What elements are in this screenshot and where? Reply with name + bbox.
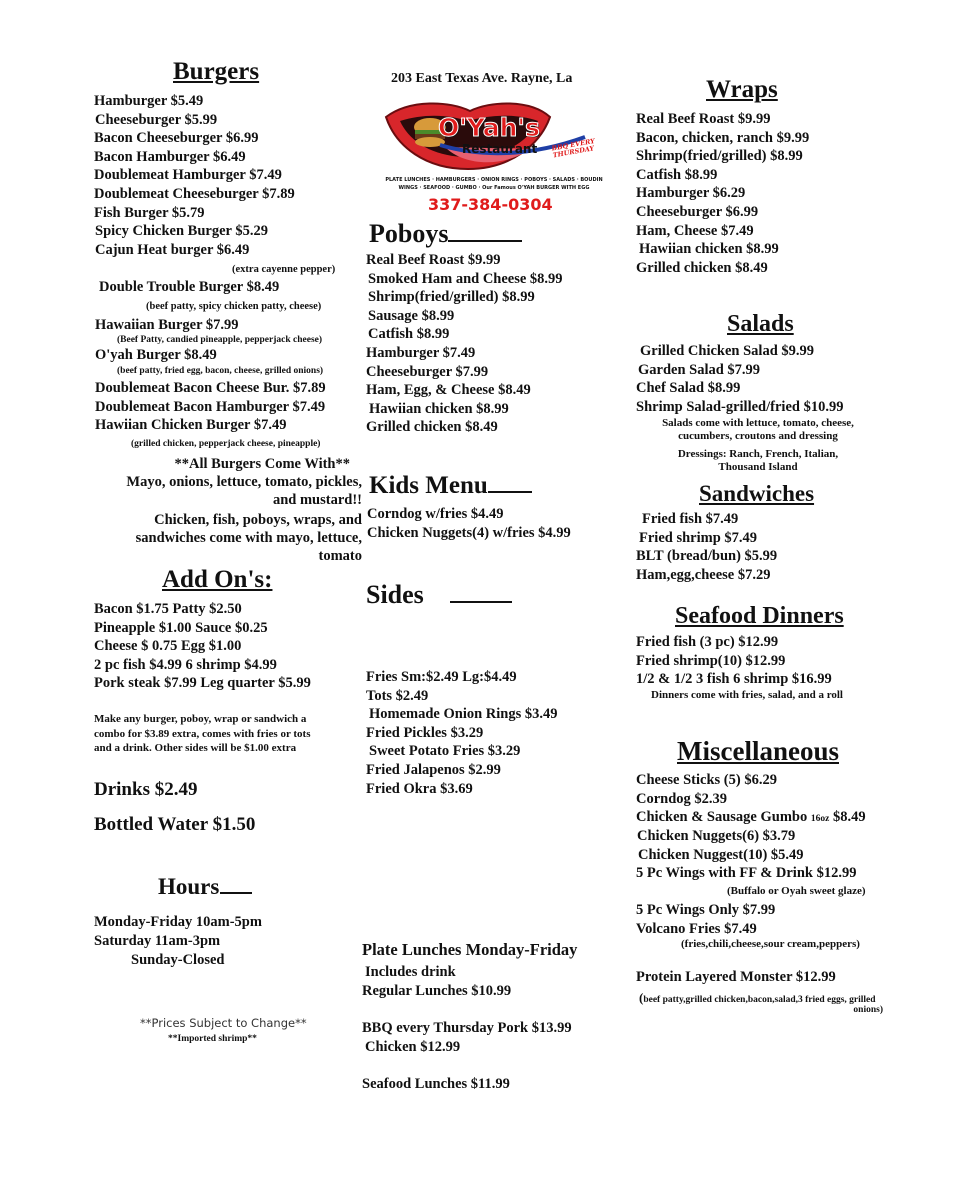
menu-item: Chef Salad $8.99 (636, 380, 741, 397)
addons-list (94, 600, 311, 693)
title-underline (448, 239, 522, 242)
menu-item: Hamburger $6.29 (636, 185, 746, 202)
poboys-title (369, 219, 522, 249)
menu-item: Doublemeat Bacon Hamburger $7.49 (95, 398, 326, 415)
monster-note-line: beef patty,grilled chicken,bacon,salad,3 fried eggs, grilled (643, 995, 876, 1005)
menu-item: Shrimp Salad-grilled/fried $10.99 (636, 398, 844, 415)
menu-item: Chicken Nuggets(6) $3.79 (637, 828, 796, 844)
dressings-line: Thousand Island (718, 461, 798, 473)
menu-item: Hawaiian Burger $7.99 (95, 317, 239, 333)
menu-item: Doublemeat Cheeseburger $7.89 (94, 185, 295, 202)
poboys-title-text: Poboys (369, 219, 449, 248)
sandwiches-list (636, 510, 777, 584)
misc-list-2 (636, 827, 856, 883)
plate-drink: Includes drink (365, 964, 456, 980)
hours-title (158, 874, 252, 900)
menu-item: Ham, Cheese $7.49 (636, 222, 754, 239)
menu-item: Tots $2.49 (366, 687, 429, 704)
menu-item: Fries Sm:$2.49 Lg:$4.49 (366, 669, 517, 685)
menu-item: 1/2 & 1/2 3 fish 6 shrimp $16.99 (636, 671, 832, 688)
menu-item: Catfish $8.99 (636, 166, 718, 183)
combo-line: and a drink. Other sides will be $1.00 extra (94, 742, 297, 754)
come-with-heading (90, 455, 362, 474)
salads-note-line: cucumbers, croutons and dressing (678, 430, 838, 442)
menu-item: Chicken Nuggets(4) w/fries $4.99 (367, 524, 571, 541)
salads-note-line: Salads come with lettuce, tomato, cheese, (662, 417, 854, 429)
water-price: Bottled Water $1.50 (94, 814, 256, 835)
misc-list (636, 771, 777, 808)
seafood-title: Seafood Dinners (675, 603, 844, 629)
sides-list (366, 668, 558, 798)
misc-title: Miscellaneous (677, 736, 839, 766)
menu-item: Real Beef Roast $9.99 (636, 111, 771, 127)
come-with-line: tomato (318, 548, 362, 564)
logo-bbq: BBQ EVERY THURSDAY (551, 137, 596, 160)
plate-lunches-title: Plate Lunches Monday-Friday (362, 940, 578, 959)
menu-item: Grilled chicken $8.49 (366, 419, 498, 436)
seafood-note: Dinners come with fries, salad, and a roll (651, 689, 843, 701)
menu-item: Fried fish $7.49 (642, 511, 739, 527)
menu-item: Hawiian chicken $8.99 (369, 400, 509, 417)
menu-item: 5 Pc Wings Only $7.99 (636, 902, 776, 918)
menu-item: Fried fish (3 pc) $12.99 (636, 634, 779, 650)
menu-item: Pineapple $1.00 Sauce $0.25 (94, 619, 268, 636)
come-with-line: sandwiches come with mayo, lettuce, (135, 530, 362, 546)
menu-item: Spicy Chicken Burger $5.29 (95, 223, 268, 240)
burgers-title: Burgers (173, 58, 260, 85)
sides-title (366, 580, 512, 610)
menu-item: Doublemeat Bacon Cheese Bur. $7.89 (95, 380, 326, 396)
combo-line: combo for $3.89 extra, comes with fries or tots (94, 727, 311, 740)
menu-item: Chicken Nuggest(10) $5.49 (638, 846, 804, 863)
menu-item: Sweet Potato Fries $3.29 (369, 743, 521, 760)
menu-item: Hamburger $7.49 (366, 344, 476, 361)
address: 203 East Texas Ave. Rayne, La (391, 71, 573, 86)
monster-note: (beef patty,grilled chicken,bacon,salad,3 fried eggs, grilled (639, 990, 876, 1005)
wraps-list (636, 110, 809, 277)
addons-title: Add On's: (162, 566, 273, 593)
hours-sunday: Sunday-Closed (131, 952, 225, 968)
menu-item: Fried Okra $3.69 (366, 780, 473, 797)
wraps-title: Wraps (706, 76, 778, 103)
menu-item: O'yah Burger $8.49 (95, 347, 217, 363)
gumbo-size: 16oz (810, 814, 830, 824)
dressings-line: Dressings: Ranch, French, Italian, (677, 448, 839, 460)
menu-item: Sausage $8.99 (368, 307, 455, 324)
restaurant-logo (380, 97, 608, 219)
menu-item: 5 Pc Wings with FF & Drink $12.99 (636, 865, 857, 882)
shrimp-note: **Imported shrimp** (168, 1034, 257, 1044)
menu-item: Volcano Fries $7.49 (636, 920, 757, 937)
menu-item: Cheese $ 0.75 Egg $1.00 (94, 638, 242, 655)
come-with-line: Chicken, fish, poboys, wraps, and (154, 512, 362, 528)
logo-tagline: WINGS · SEAFOOD · GUMBO · Our Famous O'YAH BURGER WITH EGG (398, 185, 590, 191)
kids-title (369, 472, 532, 500)
plate-chicken: Chicken $12.99 (365, 1039, 461, 1055)
menu-item: Corndog w/fries $4.49 (367, 506, 504, 522)
menu-item: BLT (bread/bun) $5.99 (636, 548, 778, 565)
come-with-line: Mayo, onions, lettuce, tomato, pickles, (126, 474, 362, 490)
misc-list-3 (636, 901, 775, 938)
sandwiches-title: Sandwiches (699, 481, 815, 506)
come-with-line: **All Burgers Come With** (174, 456, 350, 472)
volcano-note: (fries,chili,cheese,sour cream,peppers) (681, 938, 860, 950)
hawiian-chicken-note: (grilled chicken, pepperjack cheese, pineapple) (131, 439, 321, 449)
seafood-list (636, 633, 832, 689)
menu-item: Bacon Cheeseburger $6.99 (94, 130, 259, 147)
menu-item: Grilled chicken $8.49 (636, 259, 768, 276)
menu-item: Ham, Egg, & Cheese $8.49 (366, 382, 531, 399)
come-with-line: and mustard!! (272, 492, 362, 508)
plate-regular: Regular Lunches $10.99 (362, 983, 512, 999)
hours-weekday: Monday-Friday 10am-5pm (94, 914, 262, 930)
combo-note (94, 712, 310, 756)
menu-item (636, 808, 866, 829)
menu-item: Ham,egg,cheese $7.29 (636, 566, 771, 583)
drinks-price: Drinks $2.49 (94, 779, 198, 800)
poboys-list (366, 251, 563, 437)
logo-subtitle: Restaurant (462, 142, 538, 156)
logo-name: O'Yah's (438, 113, 540, 142)
kids-list (367, 505, 571, 542)
menu-item: Garden Salad $7.99 (638, 361, 761, 378)
gumbo-price: $8.49 (829, 809, 866, 825)
logo-tagline: PLATE LUNCHES · HAMBURGERS · ONION RINGS · POBOYS · SALADS · BOUDIN (385, 177, 603, 183)
title-underline (450, 600, 512, 603)
menu-item: Bacon Hamburger $6.49 (94, 148, 246, 165)
menu-item: Smoked Ham and Cheese $8.99 (368, 270, 563, 287)
menu-item: Catfish $8.99 (368, 326, 450, 343)
title-underline (488, 490, 532, 493)
menu-item: Cheeseburger $7.99 (366, 363, 489, 380)
salads-note (636, 417, 880, 474)
menu-item: Protein Layered Monster $12.99 (636, 969, 836, 985)
menu-item: Shrimp(fried/grilled) $8.99 (636, 148, 803, 165)
plate-bbq: BBQ every Thursday Pork $13.99 (362, 1020, 572, 1036)
menu-item: Cheese Sticks (5) $6.29 (636, 772, 777, 788)
menu-item: Fried Jalapenos $2.99 (366, 761, 501, 778)
wings-note: (Buffalo or Oyah sweet glaze) (727, 885, 866, 897)
menu-item: Double Trouble Burger $8.49 (99, 279, 280, 295)
menu-item: Corndog $2.39 (636, 790, 728, 807)
menu-item: Bacon, chicken, ranch $9.99 (636, 129, 810, 146)
salads-list (636, 342, 843, 416)
menu-item: Grilled Chicken Salad $9.99 (640, 343, 815, 359)
menu-item: Cheeseburger $6.99 (636, 203, 759, 220)
combo-line: Make any burger, poboy, wrap or sandwich a (94, 713, 307, 725)
prices-note: **Prices Subject to Change** (140, 1016, 307, 1030)
gumbo-label: Chicken & Sausage Gumbo (636, 809, 811, 825)
plate-seafood: Seafood Lunches $11.99 (362, 1076, 510, 1092)
burgers-list (94, 92, 295, 259)
menu-item: Homemade Onion Rings $3.49 (369, 706, 558, 723)
oyah-note: (beef patty, fried egg, bacon, cheese, grilled onions) (117, 366, 324, 376)
menu-item: Bacon $1.75 Patty $2.50 (94, 601, 242, 617)
menu-item: Real Beef Roast $9.99 (366, 252, 501, 268)
menu-item: Fish Burger $5.79 (94, 204, 205, 221)
hawaiian-note: (Beef Patty, candied pineapple, pepperjack cheese) (117, 335, 323, 345)
menu-item: Hawiian chicken $8.99 (639, 241, 779, 258)
sides-title-text: Sides (366, 580, 424, 609)
double-trouble-note: (beef patty, spicy chicken patty, cheese) (146, 301, 322, 312)
menu-item: Hawiian Chicken Burger $7.49 (95, 417, 287, 434)
hours-saturday: Saturday 11am-3pm (94, 933, 221, 949)
title-underline (220, 891, 252, 894)
menu-item: Fried shrimp $7.49 (639, 529, 758, 546)
salads-title: Salads (727, 311, 794, 337)
burgers-more-list (95, 379, 326, 435)
menu-item: Doublemeat Hamburger $7.49 (94, 167, 282, 184)
menu-item: Fried shrimp(10) $12.99 (636, 652, 786, 669)
menu-item: 2 pc fish $4.99 6 shrimp $4.99 (94, 656, 277, 673)
menu-item: Cheeseburger $5.99 (95, 111, 218, 128)
menu-item: Shrimp(fried/grilled) $8.99 (368, 289, 535, 306)
menu-item: Hamburger $5.49 (94, 93, 204, 109)
monster-note-line: onions) (853, 1005, 883, 1015)
menu-item: Cajun Heat burger $6.49 (95, 241, 250, 258)
hours-title-text: Hours (158, 874, 220, 899)
menu-item: Fried Pickles $3.29 (366, 724, 484, 741)
kids-title-text: Kids Menu (369, 472, 488, 499)
logo-phone: 337-384-0304 (428, 195, 553, 214)
menu-item: Pork steak $7.99 Leg quarter $5.99 (94, 675, 311, 692)
cajun-note: (extra cayenne pepper) (232, 264, 336, 275)
